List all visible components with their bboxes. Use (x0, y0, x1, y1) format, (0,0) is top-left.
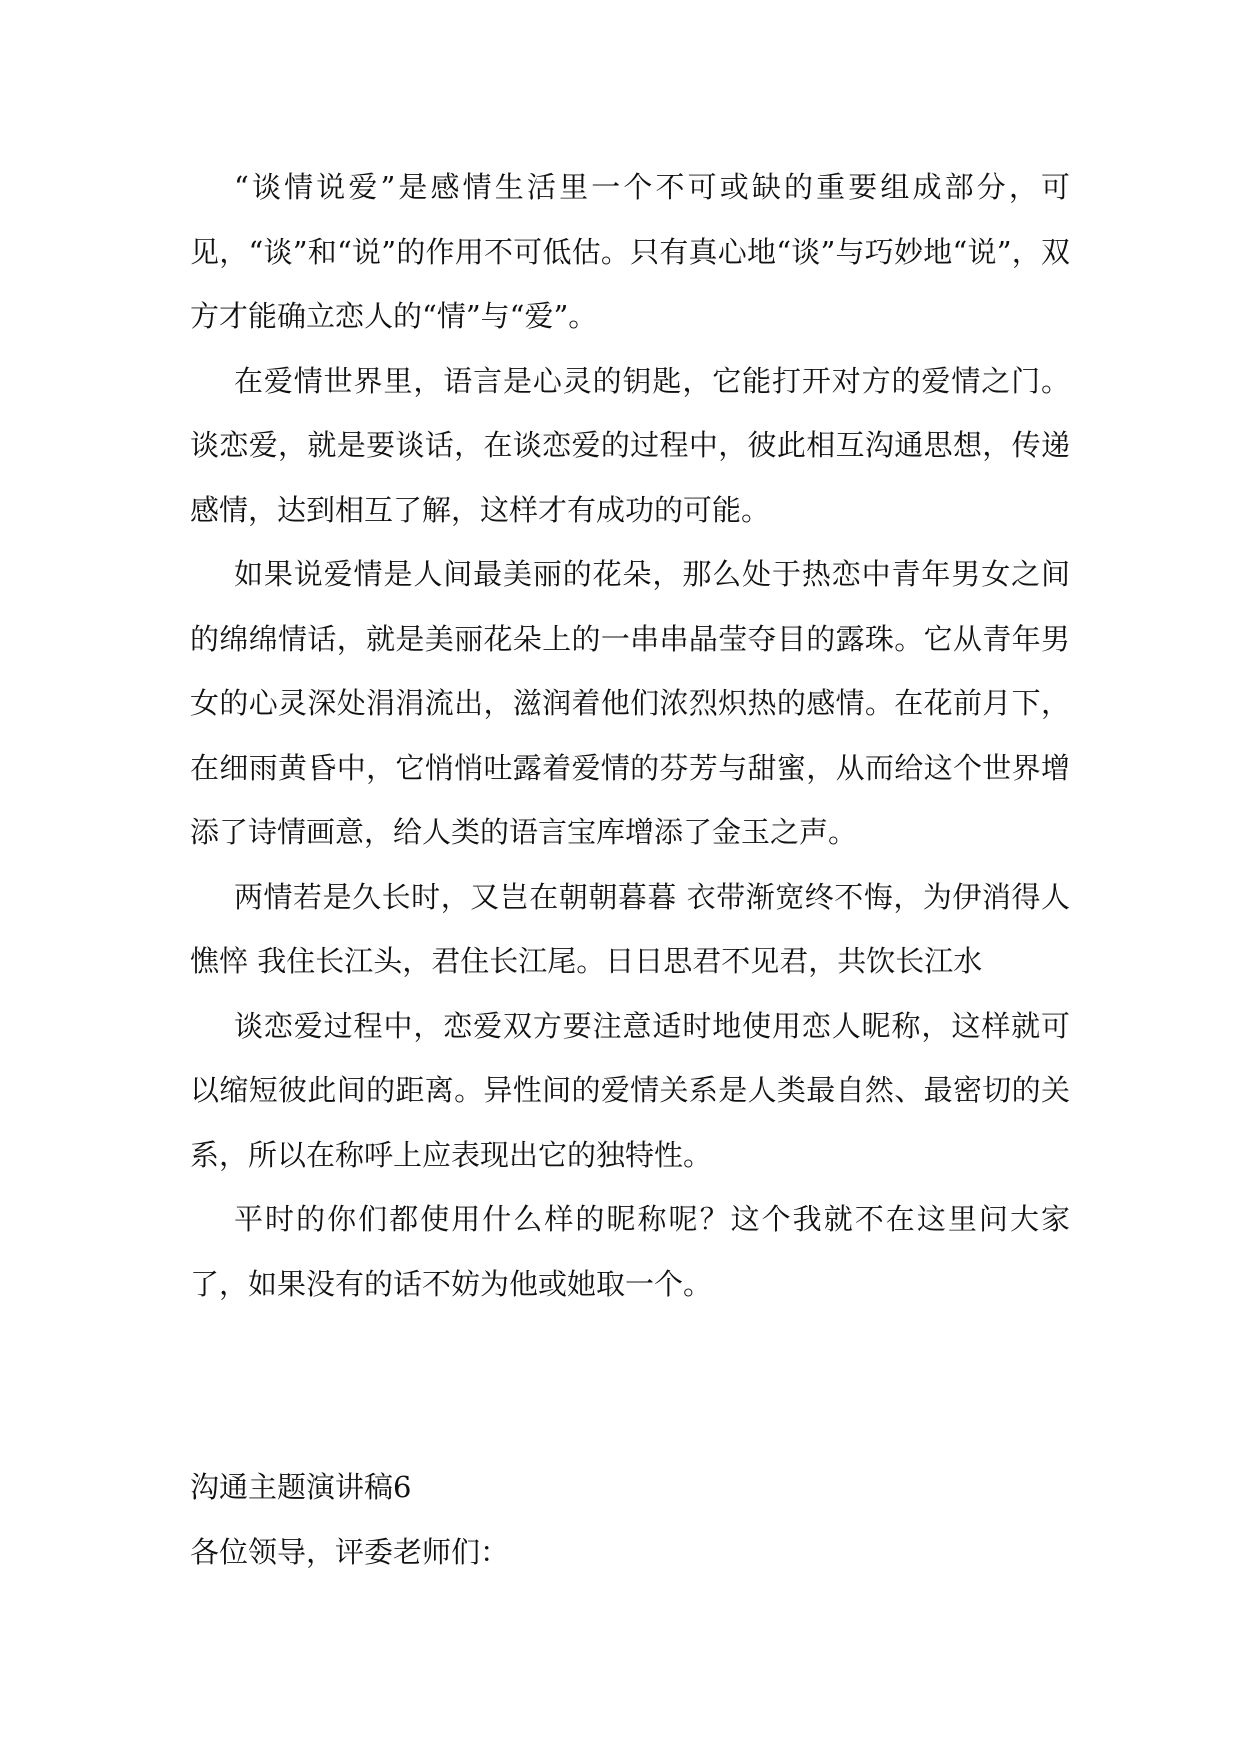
paragraph-5: 谈恋爱过程中，恋爱双方要注意适时地使用恋人昵称，这样就可以缩短彼此间的距离。异性间的爱情关系是人类最自然、最密切的关系，所以在称呼上应表现出它的独特性。 (190, 1008, 1070, 1172)
paragraph-1: “谈情说爱”是感情生活里一个不可或缺的重要组成部分，可见，“谈”和“说”的作用不可低估。只有真心地“谈”与巧妙地“说”，双方才能确立恋人的“情”与“爱”。 (190, 170, 1070, 333)
paragraph-6: 平时的你们都使用什么样的昵称呢？这个我就不在这里问大家了，如果没有的话不妨为他或她取一个。 (190, 1202, 1070, 1301)
salutation: 各位领导，评委老师们： (190, 1534, 510, 1569)
paragraph-3: 如果说爱情是人间最美丽的花朵，那么处于热恋中青年男女之间的绵绵情话，就是美丽花朵上的一串串晶莹夺目的露珠。它从青年男女的心灵深处涓涓流出，滋润着他们浓烈炽热的感情。在花前月下，在细雨黄昏中，它悄悄吐露着爱情的芬芳与甜蜜，从而给这个世界增添了诗情画意，给人类的语言宝库增添了金玉之声。 (190, 557, 1070, 849)
paragraph-4: 两情若是久长时，又岂在朝朝暮暮 衣带渐宽终不悔，为伊消得人憔悴 我住长江头，君住长江尾。日日思君不见君，共饮长江水 (190, 879, 1070, 978)
paragraph-2: 在爱情世界里，语言是心灵的钥匙，它能打开对方的爱情之门。谈恋爱，就是要谈话，在谈恋爱的过程中，彼此相互沟通思想，传递感情，达到相互了解，这样才有成功的可能。 (190, 363, 1070, 527)
document-body (190, 155, 1070, 1316)
next-section (190, 1455, 1070, 1584)
section-title: 沟通主题演讲稿6 (190, 1470, 412, 1504)
